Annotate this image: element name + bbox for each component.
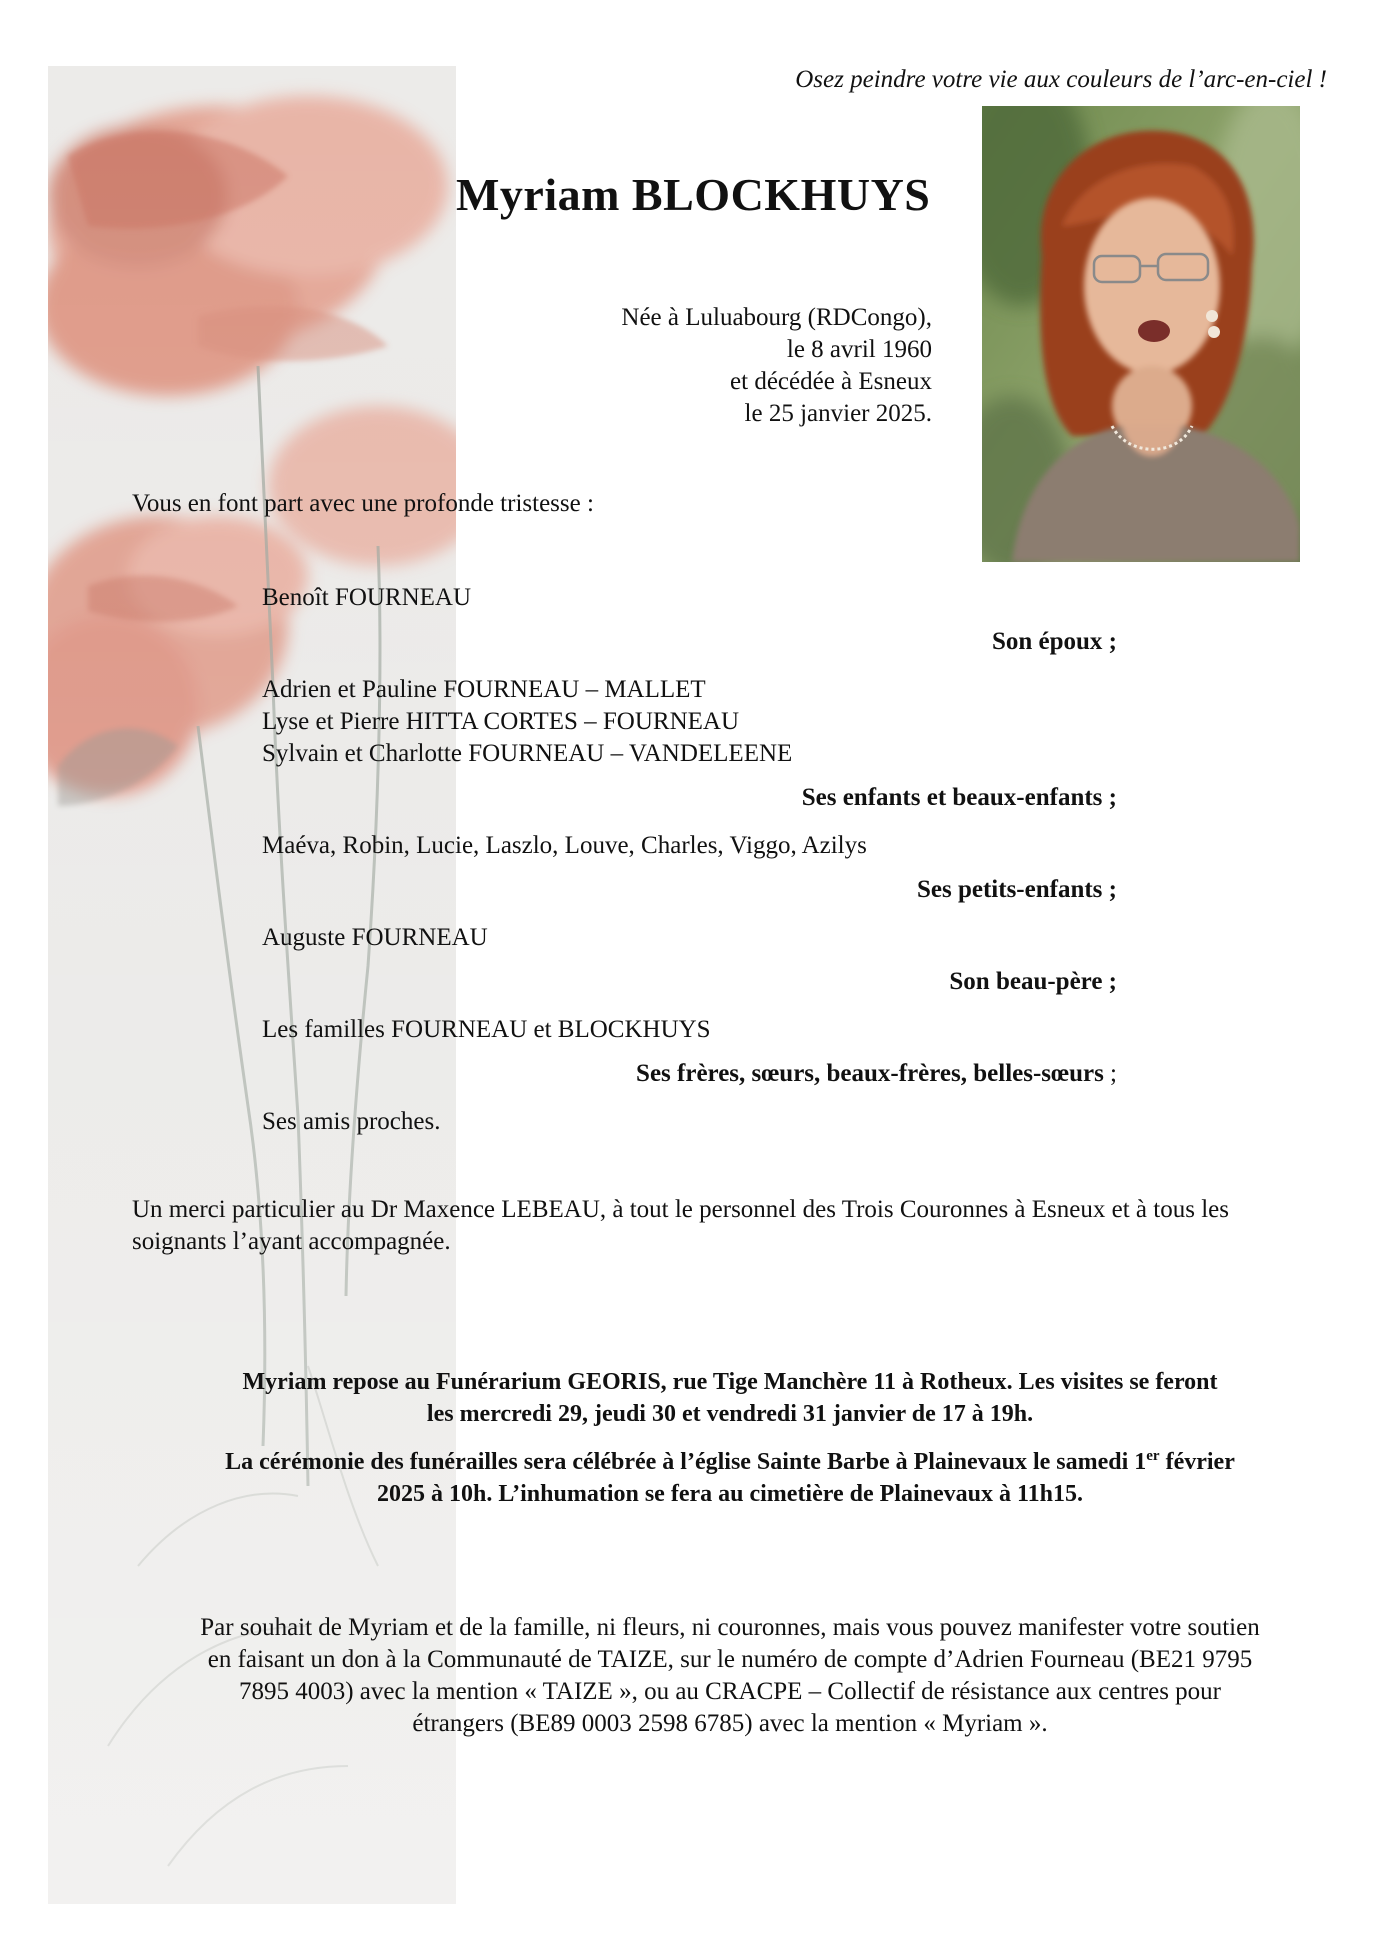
visitation-info	[130, 1366, 1330, 1430]
children-list	[262, 674, 792, 770]
donation-line-3: 7895 4003) avec la mention « TAIZE », ou au CRACPE – Collectif de résistance aux centres pour	[238, 1678, 1222, 1705]
birth-date: le 8 avril 1960	[786, 336, 932, 363]
thanks-paragraph: Un merci particulier au Dr Maxence LEBEAU, à tout le personnel des Trois Couronnes à Esneux et à tous les soignants l’ayant accompagnée.	[132, 1196, 1229, 1255]
ceremony-line-1-main: La cérémonie des funérailles sera célébrée à l’église Sainte Barbe à Plainevaux le samedi 1	[225, 1449, 1147, 1475]
announcement: Vous en font part avec une profonde tristesse :	[132, 490, 594, 517]
ceremony-info	[130, 1440, 1330, 1510]
spouse-role: Son époux ;	[991, 628, 1117, 655]
ceremony-ordinal: er	[1146, 1448, 1160, 1464]
deceased-name: Myriam BLOCKHUYS	[456, 169, 931, 220]
birth-place: Née à Luluabourg (RDCongo),	[621, 304, 932, 331]
friends-text: Ses amis proches.	[262, 1108, 441, 1135]
ceremony-line-1	[130, 1440, 1330, 1478]
spouse-name	[262, 582, 471, 614]
visitation-line-2: les mercredi 29, jeudi 30 et vendredi 31 janvier de 17 à 19h.	[426, 1401, 1034, 1427]
child-couple-1: Adrien et Pauline FOURNEAU – MALLET	[262, 676, 706, 703]
father-in-law	[262, 922, 488, 954]
donation-line-1: Par souhait de Myriam et de la famille, ni fleurs, ni couronnes, mais vous pouvez manifester votre soutien	[200, 1614, 1260, 1641]
father-in-law-role: Son beau-père ;	[949, 968, 1117, 995]
portrait-photo	[982, 106, 1300, 562]
child-couple-2: Lyse et Pierre HITTA CORTES – FOURNEAU	[262, 708, 740, 735]
birth-death-details	[621, 302, 932, 430]
children-role: Ses enfants et beaux-enfants ;	[801, 784, 1117, 811]
visitation-line-1: Myriam repose au Funérarium GEORIS, rue Tige Manchère 11 à Rotheux. Les visites se feront	[242, 1369, 1218, 1395]
families-names: Les familles FOURNEAU et BLOCKHUYS	[262, 1016, 711, 1043]
father-in-law-name: Auguste FOURNEAU	[262, 924, 488, 951]
siblings-role	[636, 1060, 1117, 1088]
donation-paragraph	[130, 1612, 1330, 1740]
death-date: le 25 janvier 2025.	[744, 400, 932, 427]
ceremony-line-2: 2025 à 10h. L’inhumation se fera au cimetière de Plainevaux à 11h15.	[376, 1481, 1083, 1507]
siblings-role-text: Ses frères, sœurs, beaux-frères, belles-sœurs	[636, 1060, 1104, 1087]
death-place: et décédée à Esneux	[730, 368, 932, 395]
donation-line-4: étrangers (BE89 0003 2598 6785) avec la mention « Myriam ».	[412, 1710, 1048, 1737]
ceremony-line-1-month: février	[1159, 1449, 1235, 1475]
grandchildren-list	[262, 830, 867, 862]
grandchildren-names: Maéva, Robin, Lucie, Laszlo, Louve, Charles, Viggo, Azilys	[262, 832, 867, 859]
grandchildren-role: Ses petits-enfants ;	[917, 876, 1117, 903]
donation-line-2: en faisant un don à la Communauté de TAIZE, sur le numéro de compte d’Adrien Fourneau (BE21 9795	[207, 1646, 1253, 1673]
siblings-role-semicolon: ;	[1103, 1060, 1117, 1087]
child-couple-3: Sylvain et Charlotte FOURNEAU – VANDELEENE	[262, 740, 793, 767]
spouse-name-text: Benoît FOURNEAU	[262, 584, 472, 611]
families	[262, 1014, 711, 1046]
motto: Osez peindre votre vie aux couleurs de l’arc-en-ciel !	[795, 66, 1327, 93]
portrait-image	[982, 106, 1300, 562]
friends	[262, 1106, 440, 1138]
